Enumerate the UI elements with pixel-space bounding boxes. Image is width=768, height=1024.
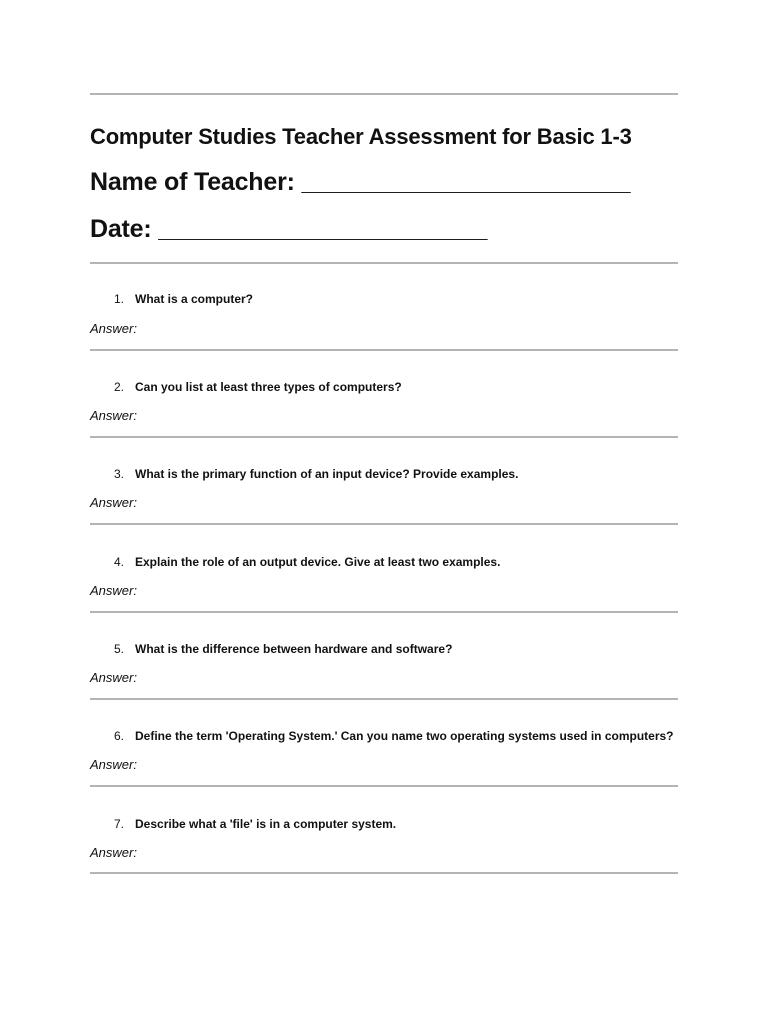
answer-label: Answer: (90, 670, 137, 685)
answer-label: Answer: (90, 495, 137, 510)
question-number: 3. (113, 467, 124, 481)
question-number: 4. (113, 555, 124, 569)
answer-line (90, 611, 678, 613)
question-text: Can you list at least three types of computers? (135, 380, 402, 394)
answer-label: Answer: (90, 321, 137, 336)
question-number: 5. (113, 642, 124, 656)
question-text: Describe what a 'file' is in a computer system. (135, 817, 397, 831)
answer-label: Answer: (90, 408, 137, 423)
question-text: What is the difference between hardware and software? (135, 642, 453, 656)
question-number: 1. (113, 292, 124, 306)
answer-line (90, 349, 678, 351)
answer-line (90, 785, 678, 787)
question-number: 7. (113, 817, 124, 831)
question-text: What is the primary function of an input device? Provide examples. (135, 467, 519, 481)
question-text: What is a computer? (135, 292, 254, 306)
answer-label: Answer: (90, 583, 137, 598)
answer-line (90, 523, 678, 525)
answer-label: Answer: (90, 757, 137, 772)
question-text: Define the term 'Operating System.' Can you name two operating systems used in computers? (135, 729, 674, 743)
question-text: Explain the role of an output device. Give at least two examples. (135, 555, 501, 569)
date-field: Date: ________________________ (90, 215, 488, 243)
answer-line (90, 698, 678, 700)
top-divider (90, 93, 678, 95)
question-number: 2. (113, 380, 124, 394)
document-title: Computer Studies Teacher Assessment for Basic 1-3 (90, 124, 632, 149)
header-divider (90, 262, 678, 264)
question-number: 6. (113, 729, 124, 743)
teacher-name-field: Name of Teacher: ________________________ (90, 168, 631, 196)
answer-line (90, 436, 678, 438)
answer-label: Answer: (90, 845, 137, 860)
answer-line (90, 872, 678, 874)
